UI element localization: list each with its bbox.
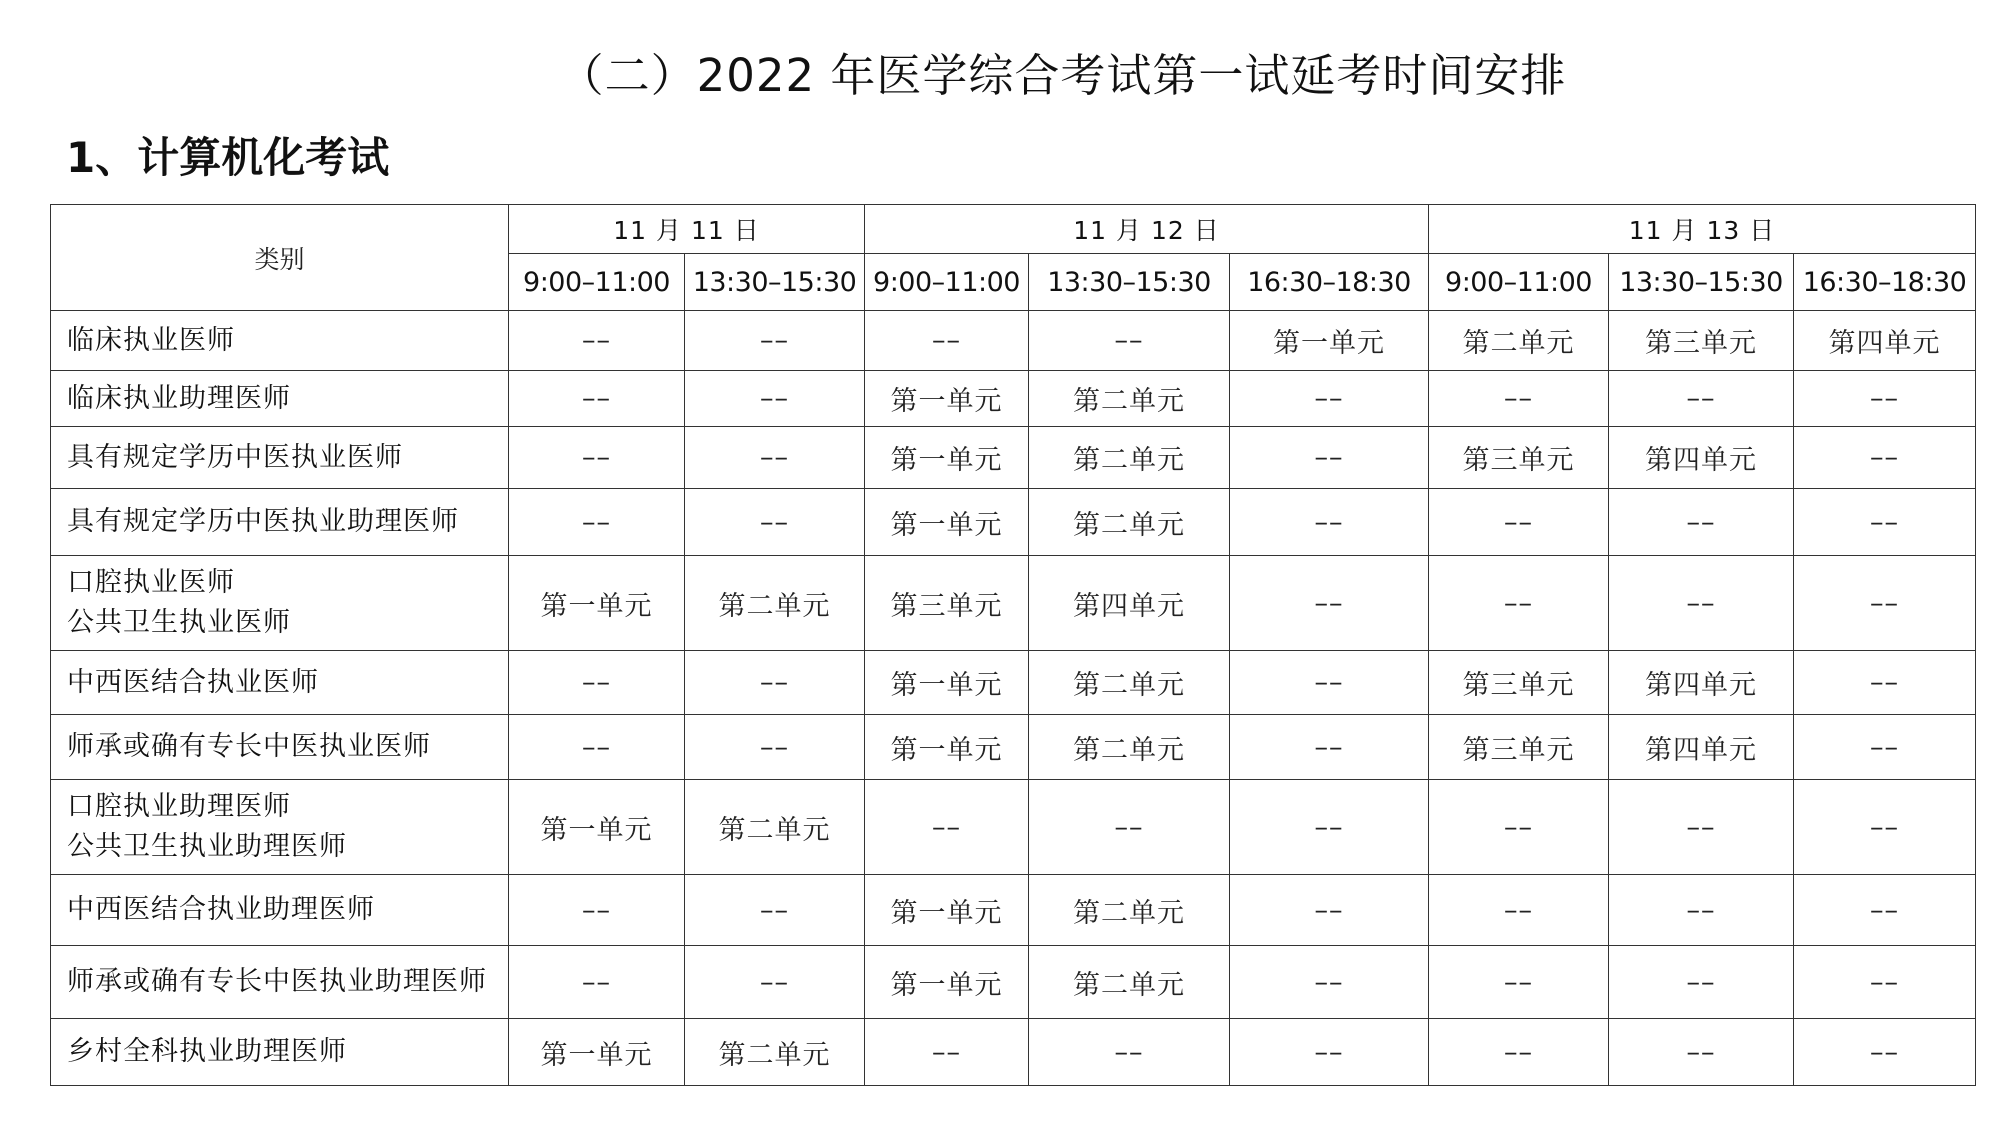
category-label: 具有规定学历中医执业助理医师 — [67, 506, 459, 537]
date-header: 11 月 13 日 — [1429, 205, 1976, 254]
schedule-cell: 第三单元 — [1429, 715, 1609, 780]
category-label: 临床执业医师 — [67, 324, 235, 356]
schedule-cell: –– — [1794, 946, 1976, 1019]
schedule-cell: –– — [865, 311, 1029, 371]
schedule-cell: –– — [1029, 780, 1230, 875]
category-label: 公共卫生执业医师 — [67, 607, 291, 638]
category-cell — [51, 556, 509, 651]
schedule-cell: 第二单元 — [1029, 946, 1230, 1019]
category-cell — [51, 371, 509, 427]
schedule-cell: 第二单元 — [1029, 651, 1230, 715]
schedule-cell: –– — [685, 489, 865, 556]
schedule-cell: –– — [1429, 371, 1609, 427]
schedule-cell: –– — [1029, 311, 1230, 371]
schedule-cell: 第一单元 — [865, 427, 1029, 489]
table-row — [51, 651, 1976, 715]
schedule-cell: 第二单元 — [685, 1019, 865, 1086]
time-slot-header: 16:30–18:30 — [1794, 254, 1976, 311]
schedule-cell: –– — [1230, 1019, 1429, 1086]
category-cell — [51, 715, 509, 780]
schedule-cell: –– — [1609, 780, 1794, 875]
schedule-cell: –– — [1429, 489, 1609, 556]
schedule-cell: 第四单元 — [1609, 715, 1794, 780]
schedule-cell: 第二单元 — [1429, 311, 1609, 371]
category-cell — [51, 946, 509, 1019]
schedule-cell: –– — [509, 489, 685, 556]
schedule-cell: –– — [509, 715, 685, 780]
time-slot-header: 13:30–15:30 — [685, 254, 865, 311]
category-label: 中西医结合执业医师 — [67, 666, 319, 698]
table-row — [51, 946, 1976, 1019]
schedule-cell: 第四单元 — [1609, 651, 1794, 715]
exam-schedule-table — [50, 204, 1976, 1086]
schedule-cell: –– — [1429, 875, 1609, 946]
category-cell — [51, 427, 509, 489]
schedule-cell: –– — [509, 371, 685, 427]
schedule-cell: –– — [1794, 489, 1976, 556]
time-slot-header: 16:30–18:30 — [1230, 254, 1429, 311]
schedule-cell: –– — [1609, 371, 1794, 427]
category-cell — [51, 311, 509, 371]
schedule-cell: 第一单元 — [865, 715, 1029, 780]
schedule-cell: –– — [1609, 1019, 1794, 1086]
time-slot-header: 9:00–11:00 — [509, 254, 685, 311]
category-label: 乡村全科执业助理医师 — [67, 1036, 347, 1067]
category-cell — [51, 651, 509, 715]
schedule-cell: 第一单元 — [865, 946, 1029, 1019]
table-row — [51, 875, 1976, 946]
schedule-cell: –– — [1794, 1019, 1976, 1086]
schedule-cell: –– — [1794, 556, 1976, 651]
schedule-cell: 第二单元 — [685, 556, 865, 651]
schedule-cell: –– — [685, 946, 865, 1019]
schedule-cell: –– — [1794, 427, 1976, 489]
schedule-cell: –– — [1609, 489, 1794, 556]
time-slot-header: 9:00–11:00 — [865, 254, 1029, 311]
schedule-cell: 第三单元 — [1609, 311, 1794, 371]
schedule-cell: –– — [1230, 427, 1429, 489]
schedule-cell: 第一单元 — [865, 489, 1029, 556]
category-header: 类别 — [51, 205, 509, 311]
schedule-cell: –– — [1794, 651, 1976, 715]
schedule-cell: –– — [1794, 780, 1976, 875]
category-cell — [51, 489, 509, 556]
date-header-row — [51, 205, 1976, 254]
category-label: 师承或确有专长中医执业医师 — [67, 731, 431, 762]
schedule-cell: 第一单元 — [509, 780, 685, 875]
schedule-cell: –– — [685, 651, 865, 715]
schedule-cell: –– — [1230, 651, 1429, 715]
table-row — [51, 780, 1976, 875]
schedule-cell: 第一单元 — [865, 651, 1029, 715]
category-label: 口腔执业医师 — [67, 567, 235, 598]
schedule-cell: –– — [509, 875, 685, 946]
category-cell — [51, 875, 509, 946]
schedule-cell: –– — [1429, 1019, 1609, 1086]
schedule-cell: –– — [685, 875, 865, 946]
schedule-cell: 第四单元 — [1794, 311, 1976, 371]
schedule-cell: 第一单元 — [865, 371, 1029, 427]
schedule-cell: 第三单元 — [1429, 651, 1609, 715]
section-heading: 1、计算机化考试 — [66, 133, 390, 182]
schedule-cell: –– — [685, 715, 865, 780]
schedule-cell: –– — [1609, 946, 1794, 1019]
schedule-cell: –– — [509, 946, 685, 1019]
time-slot-header: 9:00–11:00 — [1429, 254, 1609, 311]
schedule-cell: –– — [1230, 371, 1429, 427]
schedule-cell: –– — [1230, 780, 1429, 875]
schedule-cell: 第二单元 — [1029, 371, 1230, 427]
schedule-cell: –– — [1794, 715, 1976, 780]
schedule-cell: 第二单元 — [1029, 715, 1230, 780]
schedule-cell: –– — [1794, 371, 1976, 427]
category-label: 公共卫生执业助理医师 — [67, 831, 347, 862]
table-row — [51, 715, 1976, 780]
schedule-cell: –– — [865, 780, 1029, 875]
time-slot-header: 13:30–15:30 — [1609, 254, 1794, 311]
schedule-cell: 第二单元 — [1029, 875, 1230, 946]
schedule-cell: –– — [685, 311, 865, 371]
schedule-cell: –– — [1609, 875, 1794, 946]
schedule-cell: 第一单元 — [509, 556, 685, 651]
category-label: 师承或确有专长中医执业助理医师 — [67, 966, 487, 997]
schedule-cell: –– — [1029, 1019, 1230, 1086]
table-row — [51, 556, 1976, 651]
schedule-cell: –– — [1230, 946, 1429, 1019]
schedule-cell: 第一单元 — [1230, 311, 1429, 371]
schedule-cell: –– — [1230, 875, 1429, 946]
schedule-cell: 第三单元 — [865, 556, 1029, 651]
date-header: 11 月 12 日 — [865, 205, 1429, 254]
schedule-cell: –– — [1794, 875, 1976, 946]
schedule-cell: 第二单元 — [1029, 427, 1230, 489]
table-row — [51, 489, 1976, 556]
schedule-cell: –– — [509, 311, 685, 371]
schedule-cell: 第三单元 — [1429, 427, 1609, 489]
schedule-cell: –– — [509, 651, 685, 715]
schedule-cell: 第四单元 — [1029, 556, 1230, 651]
table-row — [51, 371, 1976, 427]
schedule-cell: –– — [1609, 556, 1794, 651]
schedule-cell: –– — [1230, 489, 1429, 556]
schedule-cell: 第四单元 — [1609, 427, 1794, 489]
schedule-cell: –– — [1230, 715, 1429, 780]
schedule-cell: –– — [1429, 780, 1609, 875]
table-row — [51, 427, 1976, 489]
schedule-cell: –– — [1230, 556, 1429, 651]
schedule-cell: –– — [1429, 946, 1609, 1019]
schedule-cell: –– — [685, 371, 865, 427]
schedule-cell: –– — [509, 427, 685, 489]
schedule-cell: 第一单元 — [509, 1019, 685, 1086]
schedule-cell: 第二单元 — [1029, 489, 1230, 556]
category-cell — [51, 780, 509, 875]
category-cell — [51, 1019, 509, 1086]
schedule-cell: –– — [865, 1019, 1029, 1086]
schedule-cell: 第一单元 — [865, 875, 1029, 946]
table-row — [51, 1019, 1976, 1086]
schedule-body — [51, 311, 1976, 1086]
schedule-cell: –– — [1429, 556, 1609, 651]
date-header: 11 月 11 日 — [509, 205, 865, 254]
document-title: （二）2022 年医学综合考试第一试延考时间安排 — [558, 49, 1567, 102]
category-label: 口腔执业助理医师 — [67, 791, 291, 822]
schedule-cell: –– — [685, 427, 865, 489]
time-slot-header: 13:30–15:30 — [1029, 254, 1230, 311]
category-label: 临床执业助理医师 — [67, 382, 291, 414]
category-label: 中西医结合执业助理医师 — [67, 894, 375, 925]
table-row — [51, 311, 1976, 371]
category-label: 具有规定学历中医执业医师 — [67, 441, 403, 473]
schedule-cell: 第二单元 — [685, 780, 865, 875]
